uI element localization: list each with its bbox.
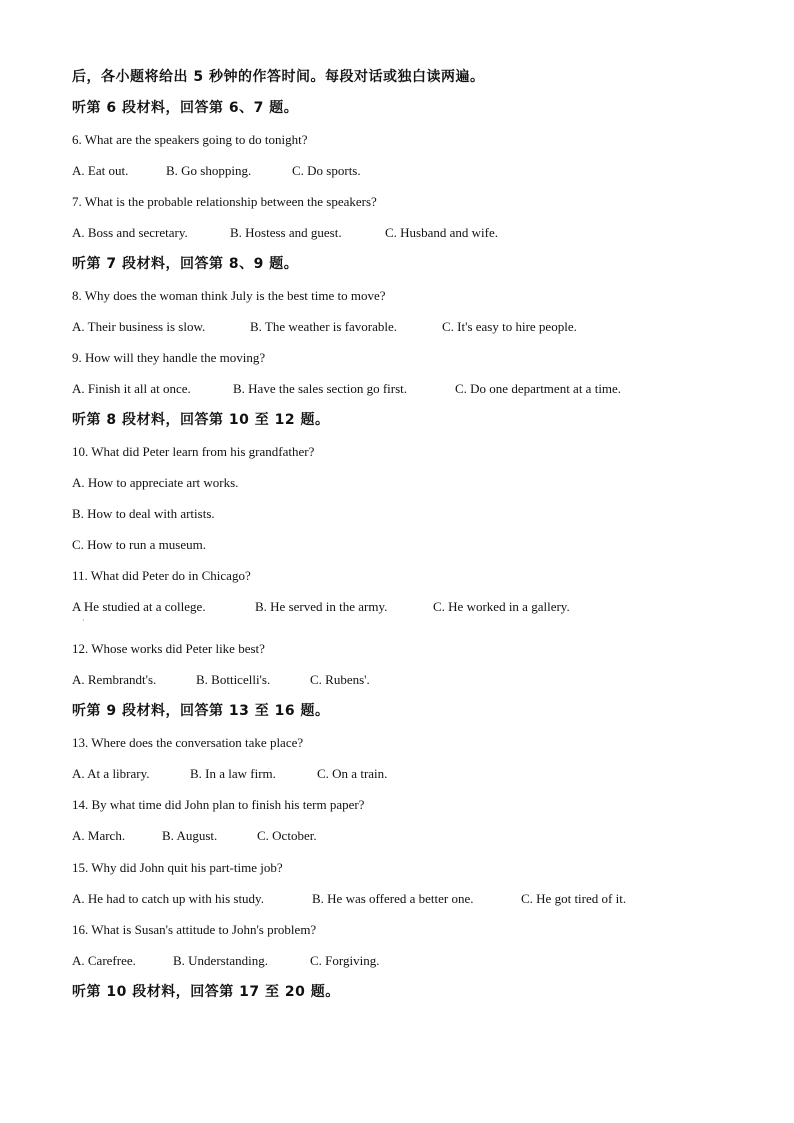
option-a: A. Boss and secretary. xyxy=(72,225,188,240)
option-c: C. He worked in a gallery. xyxy=(433,599,570,614)
option-a: A. March. xyxy=(72,828,126,843)
question-8: 8. Why does the woman think July is the best time to move? xyxy=(72,288,386,303)
option-b: B. The weather is favorable. xyxy=(250,319,398,334)
option-b: B. Hostess and guest. xyxy=(230,225,342,240)
stray-mark: · xyxy=(82,616,85,625)
intro-text: 后，各小题将给出 5 秒钟的作答时间。每段对话或独白读两遍。 xyxy=(72,69,485,85)
section-heading-7: 听第 7 段材料，回答第 8、9 题。 xyxy=(72,256,299,272)
question-10-option-b: B. How to deal with artists. xyxy=(72,506,215,521)
section-heading-6: 听第 6 段材料，回答第 6、7 题。 xyxy=(72,100,299,116)
option-b: B. Understanding. xyxy=(173,953,268,968)
section-heading-8: 听第 8 段材料，回答第 10 至 12 题。 xyxy=(72,412,330,428)
question-7-options xyxy=(72,224,498,242)
option-a: A. Eat out. xyxy=(72,163,129,178)
option-a: A. Finish it all at once. xyxy=(72,381,191,396)
question-6: 6. What are the speakers going to do tonight? xyxy=(72,132,308,147)
option-c: C. He got tired of it. xyxy=(521,891,627,906)
question-6-options xyxy=(72,162,361,180)
question-16: 16. What is Susan's attitude to John's problem? xyxy=(72,922,317,937)
option-a: A. Rembrandt's. xyxy=(72,672,157,687)
question-9: 9. How will they handle the moving? xyxy=(72,350,266,365)
option-c: C. Forgiving. xyxy=(310,953,380,968)
option-b: B. Go shopping. xyxy=(166,163,252,178)
option-b: B. He was offered a better one. xyxy=(312,891,474,906)
question-15-options xyxy=(72,890,626,908)
option-a: A. Carefree. xyxy=(72,953,136,968)
question-13-options xyxy=(72,765,387,783)
question-8-options xyxy=(72,318,577,336)
question-14: 14. By what time did John plan to finish his term paper? xyxy=(72,797,365,812)
option-c: C. Do one department at a time. xyxy=(455,381,622,396)
option-c: C. Do sports. xyxy=(292,163,361,178)
option-b: B. He served in the army. xyxy=(255,599,388,614)
option-b: B. Botticelli's. xyxy=(196,672,271,687)
question-13: 13. Where does the conversation take place? xyxy=(72,735,304,750)
option-b: B. Have the sales section go first. xyxy=(233,381,408,396)
section-heading-10: 听第 10 段材料，回答第 17 至 20 题。 xyxy=(72,984,340,1000)
question-12-options xyxy=(72,671,370,689)
option-a: A He studied at a college. xyxy=(72,599,206,614)
option-a: A. Their business is slow. xyxy=(72,319,206,334)
option-c: C. Rubens'. xyxy=(310,672,370,687)
question-16-options xyxy=(72,952,379,970)
option-b: B. August. xyxy=(162,828,218,843)
question-12: 12. Whose works did Peter like best? xyxy=(72,641,265,656)
question-10-option-a: A. How to appreciate art works. xyxy=(72,475,239,490)
option-c: C. It's easy to hire people. xyxy=(442,319,577,334)
option-a: A. He had to catch up with his study. xyxy=(72,891,264,906)
option-a: A. At a library. xyxy=(72,766,150,781)
question-10-option-c: C. How to run a museum. xyxy=(72,537,206,552)
question-11-options xyxy=(72,598,570,616)
option-c: C. October. xyxy=(257,828,317,843)
question-7: 7. What is the probable relationship between the speakers? xyxy=(72,194,377,209)
option-c: C. Husband and wife. xyxy=(385,225,499,240)
question-10: 10. What did Peter learn from his grandfather? xyxy=(72,444,315,459)
question-14-options xyxy=(72,827,317,845)
question-15: 15. Why did John quit his part-time job? xyxy=(72,860,283,875)
question-9-options xyxy=(72,380,621,398)
option-b: B. In a law firm. xyxy=(190,766,276,781)
section-heading-9: 听第 9 段材料，回答第 13 至 16 题。 xyxy=(72,703,330,719)
question-11: 11. What did Peter do in Chicago? xyxy=(72,568,251,583)
option-c: C. On a train. xyxy=(317,766,388,781)
